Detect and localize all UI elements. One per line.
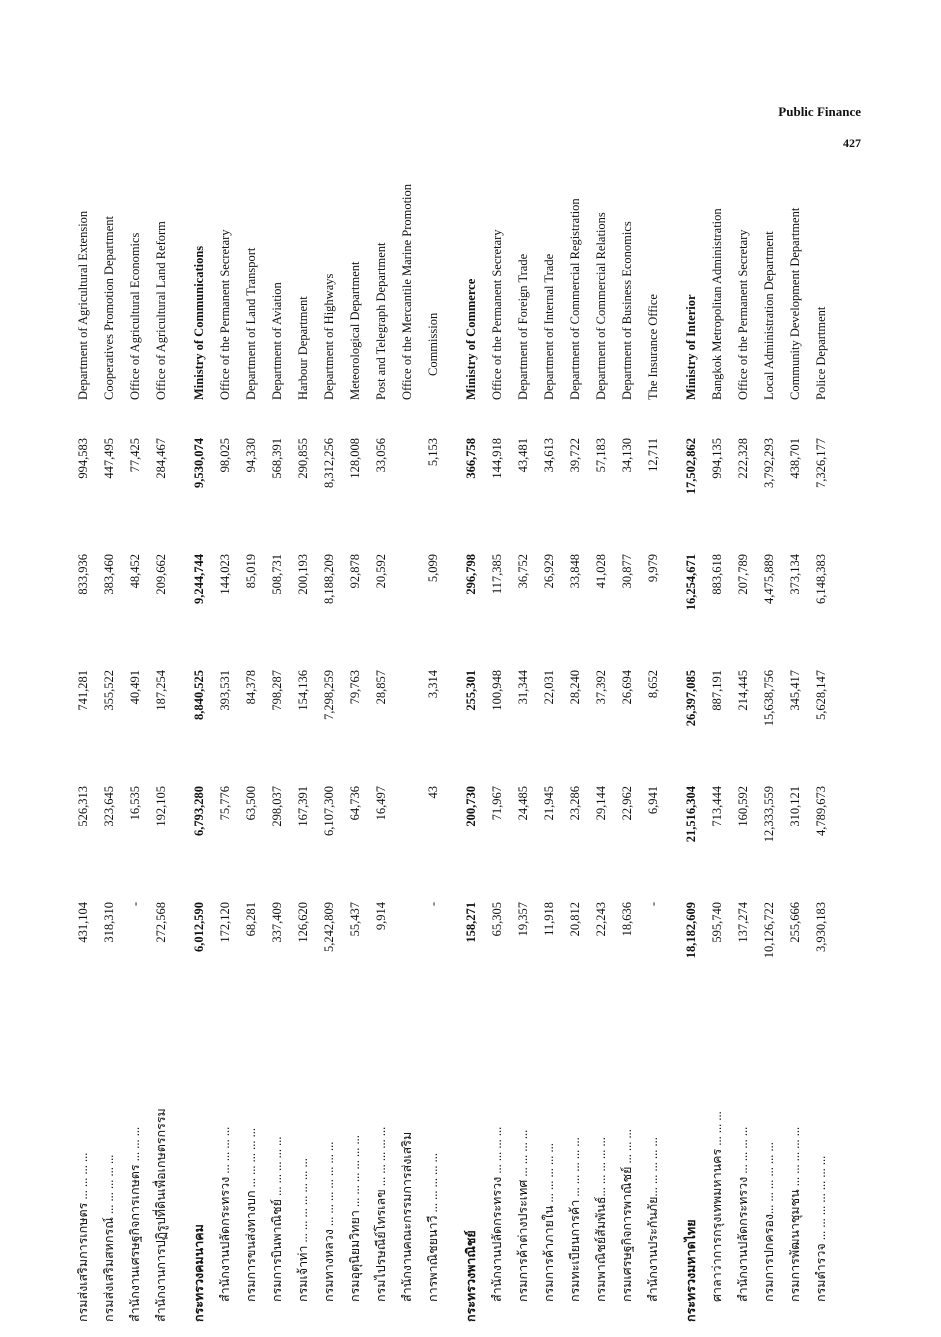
value-cell: 12,711 <box>645 438 660 472</box>
table-row <box>238 172 264 1322</box>
value-cell: 28,857 <box>373 670 388 705</box>
value-cell: 192,105 <box>153 786 168 827</box>
english-label: Department of Land Transport <box>243 247 258 400</box>
value-cell: 883,618 <box>709 554 724 595</box>
value-cell: 310,121 <box>787 786 802 827</box>
value-cell: 17,502,862 <box>683 438 698 495</box>
table-row <box>70 172 96 1322</box>
thai-label: กระทรวงคมนาคม <box>192 1224 206 1322</box>
value-cell: 207,789 <box>735 554 750 595</box>
value-cell: 887,191 <box>709 670 724 711</box>
value-cell: 298,037 <box>269 786 284 827</box>
spacer-cell <box>446 172 458 1322</box>
value-cell: 284,467 <box>153 438 168 479</box>
value-cell <box>394 770 420 886</box>
value-cell: 8,652 <box>645 670 660 699</box>
thai-label: กรมตำรวจ ... ... ... ... ... ... ... <box>814 1155 828 1302</box>
value-cell: 3,792,293 <box>761 438 776 488</box>
value-cell: 26,694 <box>619 670 634 705</box>
table-row <box>484 172 510 1322</box>
value-cell: 16,254,671 <box>683 554 698 611</box>
value-cell: 373,134 <box>787 554 802 595</box>
value-cell: 6,793,280 <box>191 786 206 836</box>
value-cell: 21,945 <box>541 786 556 821</box>
value-cell: 172,120 <box>217 902 232 943</box>
value-cell: 526,313 <box>75 786 90 827</box>
value-cell: 22,031 <box>541 670 556 705</box>
english-label: Department of Aviation <box>269 282 284 400</box>
value-cell: 447,495 <box>101 438 116 479</box>
value-cell: 22,243 <box>593 902 608 937</box>
value-cell: 26,397,085 <box>683 670 698 727</box>
value-cell: 79,763 <box>347 670 362 705</box>
value-cell: 323,645 <box>101 786 116 827</box>
english-label: Office of the Mercantile Marine Promotion <box>399 183 414 400</box>
value-cell: 11,918 <box>541 902 556 936</box>
thai-label: กรมส่งเสริมสหกรณ์ ... ... ... ... ... <box>102 1154 116 1322</box>
table-row <box>808 172 834 1322</box>
thai-label: กรมการค้าต่างประเทศ ... ... ... ... <box>516 1129 530 1302</box>
english-label: Cooperatives Promotion Department <box>101 216 116 400</box>
ministry-row <box>678 172 704 1322</box>
value-cell: 5,153 <box>425 438 440 467</box>
value-cell: 798,287 <box>269 670 284 711</box>
value-cell: 94,330 <box>243 438 258 473</box>
english-label: Police Department <box>813 306 828 400</box>
value-cell: 167,391 <box>295 786 310 827</box>
table-row <box>212 172 238 1322</box>
value-cell: 200,193 <box>295 554 310 595</box>
thai-label: กรมอุตุนิยมวิทยา ... ... ... ... ... ... <box>348 1135 362 1302</box>
value-cell: 144,023 <box>217 554 232 595</box>
thai-label: กระทรวงมหาดไทย <box>684 1219 698 1322</box>
value-cell: 28,240 <box>567 670 582 705</box>
table-row <box>394 172 420 1322</box>
table-row <box>704 172 730 1322</box>
value-cell: 117,385 <box>489 554 504 595</box>
thai-label: สำนักงานประกันภัย... ... ... ... ... <box>646 1137 660 1302</box>
value-cell: 6,107,300 <box>321 786 336 836</box>
english-label: Office of Agricultural Land Reform <box>153 221 168 400</box>
value-cell <box>394 538 420 654</box>
value-cell: 19,357 <box>515 902 530 937</box>
value-cell: 20,592 <box>373 554 388 589</box>
value-cell: 33,848 <box>567 554 582 589</box>
thai-label: สำนักงานการปฏิรูปที่ดินเพื่อเกษตรกรรม <box>154 1108 168 1322</box>
thai-label: กรมการค้าภายใน ... ... ... ... ... <box>542 1143 556 1302</box>
english-label: Meteorological Department <box>347 261 362 400</box>
table-body <box>70 172 834 1322</box>
thai-label: กรมเศรษฐกิจการพาณิชย์ ... ... ... <box>620 1129 634 1302</box>
value-cell: 438,701 <box>787 438 802 479</box>
value-cell: - <box>425 902 440 907</box>
ministry-row <box>186 172 212 1322</box>
value-cell: 30,877 <box>619 554 634 589</box>
value-cell: 393,531 <box>217 670 232 711</box>
value-cell: 366,758 <box>463 438 478 479</box>
value-cell: 126,620 <box>295 902 310 943</box>
budget-table <box>70 172 834 1322</box>
spacer-cell <box>174 172 186 1322</box>
english-label: Office of Agricultural Economics <box>127 232 142 400</box>
spacer-cell <box>666 172 678 1322</box>
value-cell <box>394 422 420 538</box>
value-cell: 48,452 <box>127 554 142 589</box>
value-cell: 337,409 <box>269 902 284 943</box>
value-cell: 84,378 <box>243 670 258 705</box>
value-cell: 65,305 <box>489 902 504 937</box>
value-cell: 16,497 <box>373 786 388 821</box>
value-cell: 431,104 <box>75 902 90 943</box>
thai-label: กรมการพัฒนาชุมชน ... ... ... ... ... <box>788 1126 802 1302</box>
thai-label: สำนักงานปลัดกระทรวง ... ... ... ... <box>490 1126 504 1302</box>
value-cell: 158,271 <box>463 902 478 943</box>
value-cell: 355,522 <box>101 670 116 711</box>
value-cell: 7,326,177 <box>813 438 828 488</box>
value-cell: 5,242,809 <box>321 902 336 952</box>
value-cell: 71,967 <box>489 786 504 821</box>
value-cell: 128,008 <box>347 438 362 479</box>
thai-label: กรมไปรษณีย์โทรเลข ... ... ... ... ... <box>374 1126 388 1302</box>
value-cell: 26,929 <box>541 554 556 589</box>
value-cell: 383,460 <box>101 554 116 595</box>
english-label: The Insurance Office <box>645 294 660 400</box>
table-row <box>290 172 316 1322</box>
thai-label: กระทรวงพาณิชย์ <box>464 1230 478 1322</box>
value-cell: 16,535 <box>127 786 142 821</box>
english-label: Department of Business Economics <box>619 221 634 400</box>
value-cell: 57,183 <box>593 438 608 473</box>
english-label: Harbour Department <box>295 296 310 400</box>
english-label: Department of Internal Trade <box>541 253 556 400</box>
english-label: Ministry of Communications <box>191 245 206 400</box>
value-cell: 833,936 <box>75 554 90 595</box>
value-cell: 20,812 <box>567 902 582 937</box>
value-cell: 6,148,383 <box>813 554 828 604</box>
value-cell: 9,244,744 <box>191 554 206 604</box>
value-cell: 9,979 <box>645 554 660 583</box>
table-row <box>420 172 446 1322</box>
english-label: Bangkok Metropolitan Administration <box>709 208 724 400</box>
english-label: Office of the Permanent Secretary <box>735 229 750 400</box>
value-cell: 75,776 <box>217 786 232 821</box>
thai-label: สำนักงานเศรษฐกิจการเกษตร ... ... ... <box>128 1126 142 1322</box>
english-label: Post and Telegraph Department <box>373 242 388 400</box>
table-row <box>640 172 666 1322</box>
value-cell: 8,312,256 <box>321 438 336 488</box>
value-cell: 10,126,722 <box>761 902 776 959</box>
table-row <box>148 172 174 1322</box>
value-cell: 137,274 <box>735 902 750 943</box>
value-cell: 5,099 <box>425 554 440 583</box>
english-label: Department of Commercial Relations <box>593 212 608 400</box>
value-cell: 595,740 <box>709 902 724 943</box>
value-cell: 21,516,304 <box>683 786 698 843</box>
value-cell: 33,056 <box>373 438 388 473</box>
value-cell: 100,948 <box>489 670 504 711</box>
value-cell: 200,730 <box>463 786 478 827</box>
english-label: Commission <box>425 312 440 376</box>
table-row <box>510 172 536 1322</box>
value-cell <box>394 886 420 1002</box>
table-row <box>782 172 808 1322</box>
value-cell: 296,798 <box>463 554 478 595</box>
rotated-budget-table <box>70 172 870 1322</box>
value-cell: 994,583 <box>75 438 90 479</box>
value-cell: 12,333,559 <box>761 786 776 843</box>
value-cell: 6,941 <box>645 786 660 815</box>
value-cell: 272,568 <box>153 902 168 943</box>
value-cell: 160,592 <box>735 786 750 827</box>
value-cell: 994,135 <box>709 438 724 479</box>
value-cell: 290,855 <box>295 438 310 479</box>
page-number: 427 <box>843 136 861 150</box>
value-cell: 34,130 <box>619 438 634 473</box>
value-cell: 5,628,147 <box>813 670 828 720</box>
value-cell: 18,182,609 <box>683 902 698 959</box>
value-cell: 154,136 <box>295 670 310 711</box>
value-cell: 7,298,259 <box>321 670 336 720</box>
value-cell: - <box>645 902 660 907</box>
value-cell: 144,918 <box>489 438 504 479</box>
value-cell: 4,789,673 <box>813 786 828 836</box>
value-cell: 8,188,209 <box>321 554 336 604</box>
value-cell: 36,752 <box>515 554 530 589</box>
value-cell: 9,530,074 <box>191 438 206 488</box>
table-row <box>730 172 756 1322</box>
value-cell: 214,445 <box>735 670 750 711</box>
value-cell: 55,437 <box>347 902 362 937</box>
value-cell: 68,281 <box>243 902 258 937</box>
english-label: Department of Commercial Registration <box>567 198 582 400</box>
value-cell: 41,028 <box>593 554 608 589</box>
value-cell: 318,310 <box>101 902 116 943</box>
value-cell: 713,444 <box>709 786 724 827</box>
value-cell <box>394 654 420 770</box>
ministry-row <box>458 172 484 1322</box>
value-cell: - <box>127 902 142 907</box>
value-cell: 187,254 <box>153 670 168 711</box>
value-cell: 8,840,525 <box>191 670 206 720</box>
table-row <box>756 172 782 1322</box>
english-label: Community Development Department <box>787 207 802 400</box>
table-row <box>264 172 290 1322</box>
spacer-row <box>666 172 678 1322</box>
thai-label: กรมเจ้าท่า ... ... ... ... ... ... ... <box>296 1158 310 1302</box>
english-label: Local Administration Department <box>761 231 776 400</box>
table-row <box>536 172 562 1322</box>
thai-label: สำนักงานปลัดกระทรวง ... ... ... ... <box>218 1126 232 1302</box>
value-cell: 24,485 <box>515 786 530 821</box>
value-cell: 22,962 <box>619 786 634 821</box>
value-cell: 4,475,889 <box>761 554 776 604</box>
english-label: Department of Highways <box>321 273 336 400</box>
value-cell: 43,481 <box>515 438 530 473</box>
value-cell: 3,930,183 <box>813 902 828 952</box>
english-label: Ministry of Commerce <box>463 278 478 400</box>
value-cell: 222,328 <box>735 438 750 479</box>
value-cell: 37,392 <box>593 670 608 705</box>
value-cell: 255,666 <box>787 902 802 943</box>
table-row <box>342 172 368 1322</box>
english-label: Ministry of Interior <box>683 294 698 400</box>
thai-label: สำนักงานปลัดกระทรวง ... ... ... ... <box>736 1126 750 1302</box>
value-cell: 39,722 <box>567 438 582 473</box>
english-label: Office of the Permanent Secretary <box>489 229 504 400</box>
value-cell: 43 <box>425 786 440 799</box>
value-cell: 23,286 <box>567 786 582 821</box>
spacer-row <box>174 172 186 1322</box>
value-cell: 741,281 <box>75 670 90 711</box>
thai-label: การพาณิชยนาวี ... ... ... ... ... <box>426 1152 440 1302</box>
thai-label: กรมส่งเสริมการเกษตร ... ... ... ... <box>76 1152 90 1322</box>
table-row <box>368 172 394 1322</box>
running-title: Public Finance <box>778 104 861 119</box>
value-cell: 508,731 <box>269 554 284 595</box>
english-label: Department of Agricultural Extension <box>75 210 90 400</box>
table-row <box>122 172 148 1322</box>
value-cell: 568,391 <box>269 438 284 479</box>
value-cell: 92,878 <box>347 554 362 589</box>
table-row <box>588 172 614 1322</box>
thai-label: กรมการบินพาณิชย์ ... ... ... ... ... <box>270 1136 284 1302</box>
thai-label: กรมการปกครอง... ... ... ... ... ... <box>762 1142 776 1302</box>
thai-label: กรมทะเบียนการค้า ... ... ... ... ... <box>568 1137 582 1302</box>
table-row <box>96 172 122 1322</box>
english-label: Office of the Permanent Secretary <box>217 229 232 400</box>
value-cell: 40,491 <box>127 670 142 705</box>
value-cell: 31,344 <box>515 670 530 705</box>
value-cell: 255,301 <box>463 670 478 711</box>
value-cell: 77,425 <box>127 438 142 473</box>
thai-label: กรมพาณิชย์สัมพันธ์... ... ... ... ... <box>594 1137 608 1302</box>
value-cell: 15,638,756 <box>761 670 776 727</box>
value-cell: 3,314 <box>425 670 440 699</box>
value-cell: 98,025 <box>217 438 232 473</box>
value-cell: 85,019 <box>243 554 258 589</box>
value-cell: 18,636 <box>619 902 634 937</box>
value-cell: 209,662 <box>153 554 168 595</box>
thai-label: กรมทางหลวง ... ... ... ... ... ... ... <box>322 1141 336 1302</box>
value-cell: 29,144 <box>593 786 608 821</box>
value-cell: 6,012,590 <box>191 902 206 952</box>
thai-label: ศาลาว่าการกรุงเทพมหานคร ... ... ... <box>710 1111 724 1302</box>
thai-label: สำนักงานคณะกรรมการส่งเสริม <box>400 1131 414 1302</box>
thai-label: กรมการขนส่งทางบก ... ... ... ... ... <box>244 1127 258 1302</box>
value-cell: 34,613 <box>541 438 556 473</box>
value-cell: 9,914 <box>373 902 388 931</box>
spacer-row <box>446 172 458 1322</box>
value-cell: 345,417 <box>787 670 802 711</box>
value-cell: 64,736 <box>347 786 362 821</box>
table-row <box>614 172 640 1322</box>
table-row <box>562 172 588 1322</box>
value-cell: 63,500 <box>243 786 258 821</box>
table-row <box>316 172 342 1322</box>
english-label: Department of Foreign Trade <box>515 253 530 400</box>
